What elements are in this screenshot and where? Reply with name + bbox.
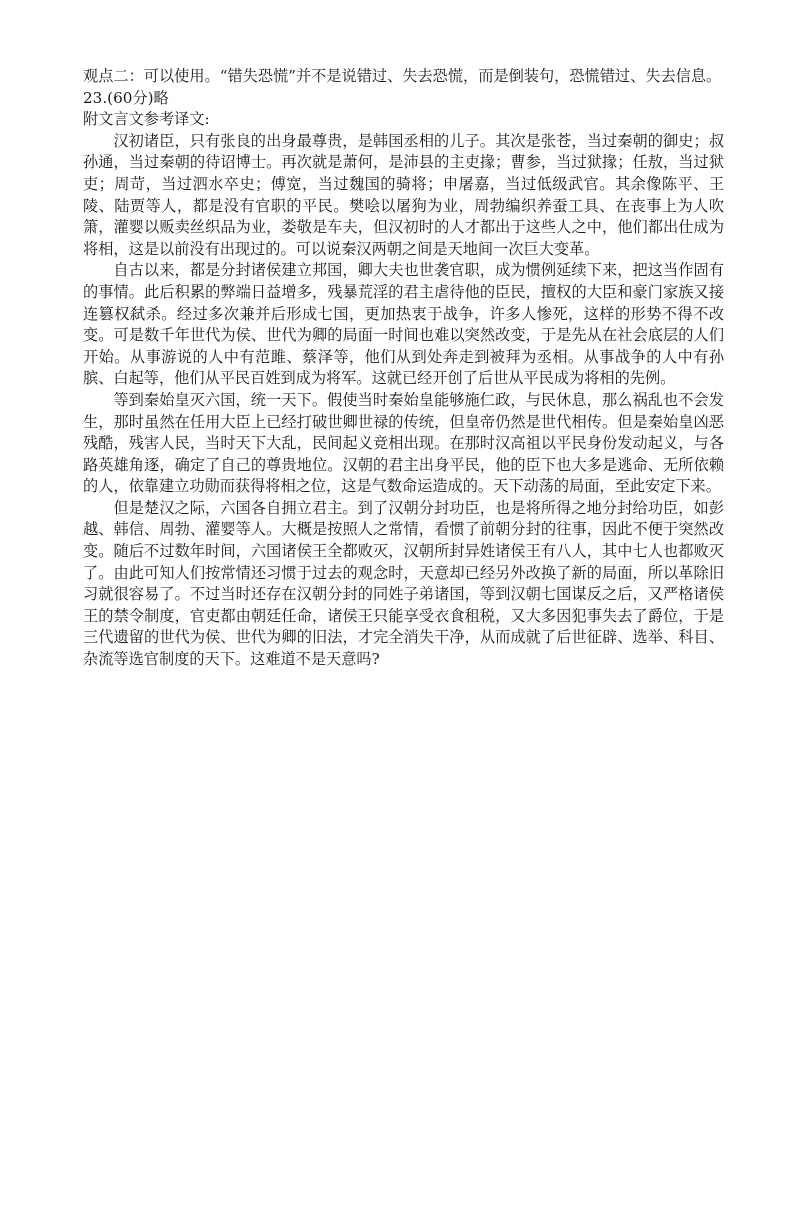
translation-paragraph-3: 等到秦始皇灭六国，统一天下。假使当时秦始皇能够施仁政，与民休息，那么祸乱也不会发生，那时虽然在任用大臣上已经打破世卿世禄的传统，但皇帝仍然是世代相传。但是秦始皇凶恶残酷，残害人民，当时天下大乱，民间起义竞相出现。在那时汉高祖以平民身份发动起义，与各路英雄角逐，确定了自己的尊贵地位。汉朝的君主出身平民，他的臣下也大多是逃命、无所依赖的人，依靠建立功勋而获得将相之位，这是气数命运造成的。天下动荡的局面，至此安定下来。 (83, 390, 724, 496)
appendix-title: 附文言文参考译文: (83, 110, 210, 129)
answer-document (83, 66, 724, 671)
viewpoint-two: 观点二：可以使用。“错失恐慌”并不是说错过、失去恐慌，而是倒装句，恐慌错过、失去信息。 (83, 67, 722, 85)
translation-paragraph-1: 汉初诸臣，只有张良的出身最尊贵，是韩国丞相的儿子。其次是张苍，当过秦朝的御史；叔孙通，当过秦朝的待诏博士。再次就是萧何，是沛县的主吏掾；曹参，当过狱掾；任敖，当过狱吏；周苛，当过泗水卒史；傅宽，当过魏国的骑将；申屠嘉，当过低级武官。其余像陈平、王陵、陆贾等人，都是没有官职的平民。樊哙以屠狗为业，周勃编织养蚕工具、在丧事上为人吹箫，灌婴以贩卖丝织品为业，娄敬是车夫，但汉初时的人才都出于这些人之中，他们都出仕成为将相，这是以前没有出现过的。可以说秦汉两朝之间是天地间一次巨大变革。 (83, 131, 724, 258)
translation-paragraph-2: 自古以来，都是分封诸侯建立邦国，卿大夫也世袭官职，成为惯例延续下来，把这当作固有的事情。此后积累的弊端日益增多，残暴荒淫的君主虐待他的臣民，擅权的大臣和豪门家族又接连篡权弑杀。经过多次兼并后形成七国，更加热衷于战争，许多人惨死，这样的形势不得不改变。可是数千年世代为侯、世代为卿的局面一时间也难以突然改变，于是先从在社会底层的人们开始。从事游说的人中有范雎、蔡泽等，他们从到处奔走到被拜为丞相。从事战争的人中有孙膑、白起等，他们从平民百姓到成为将军。这就已经开创了后世从平民成为将相的先例。 (83, 261, 724, 388)
question-23: 23.(60分)略 (83, 88, 169, 107)
translation-paragraph-4: 但是楚汉之际，六国各自拥立君主。到了汉朝分封功臣，也是将所得之地分封给功臣，如彭越、韩信、周勃、灌婴等人。大概是按照人之常情，看惯了前朝分封的往事，因此不便于突然改变。随后不过数年时间，六国诸侯王全都败灭，汉朝所封异姓诸侯王有八人，其中七人也都败灭了。由此可知人们按常情还习惯于过去的观念时，天意却已经另外改换了新的局面，所以革除旧习就很容易了。不过当时还存在汉朝分封的同姓子弟诸国，等到汉朝七国谋反之后，又严格诸侯王的禁令制度，官吏都由朝廷任命，诸侯王只能享受衣食租税，又大多因犯事失去了爵位，于是三代遗留的世代为侯、世代为卿的旧法，才完全消失干净，从而成就了后世征辟、选举、科目、杂流等选官制度的天下。这难道不是天意吗? (83, 498, 724, 669)
